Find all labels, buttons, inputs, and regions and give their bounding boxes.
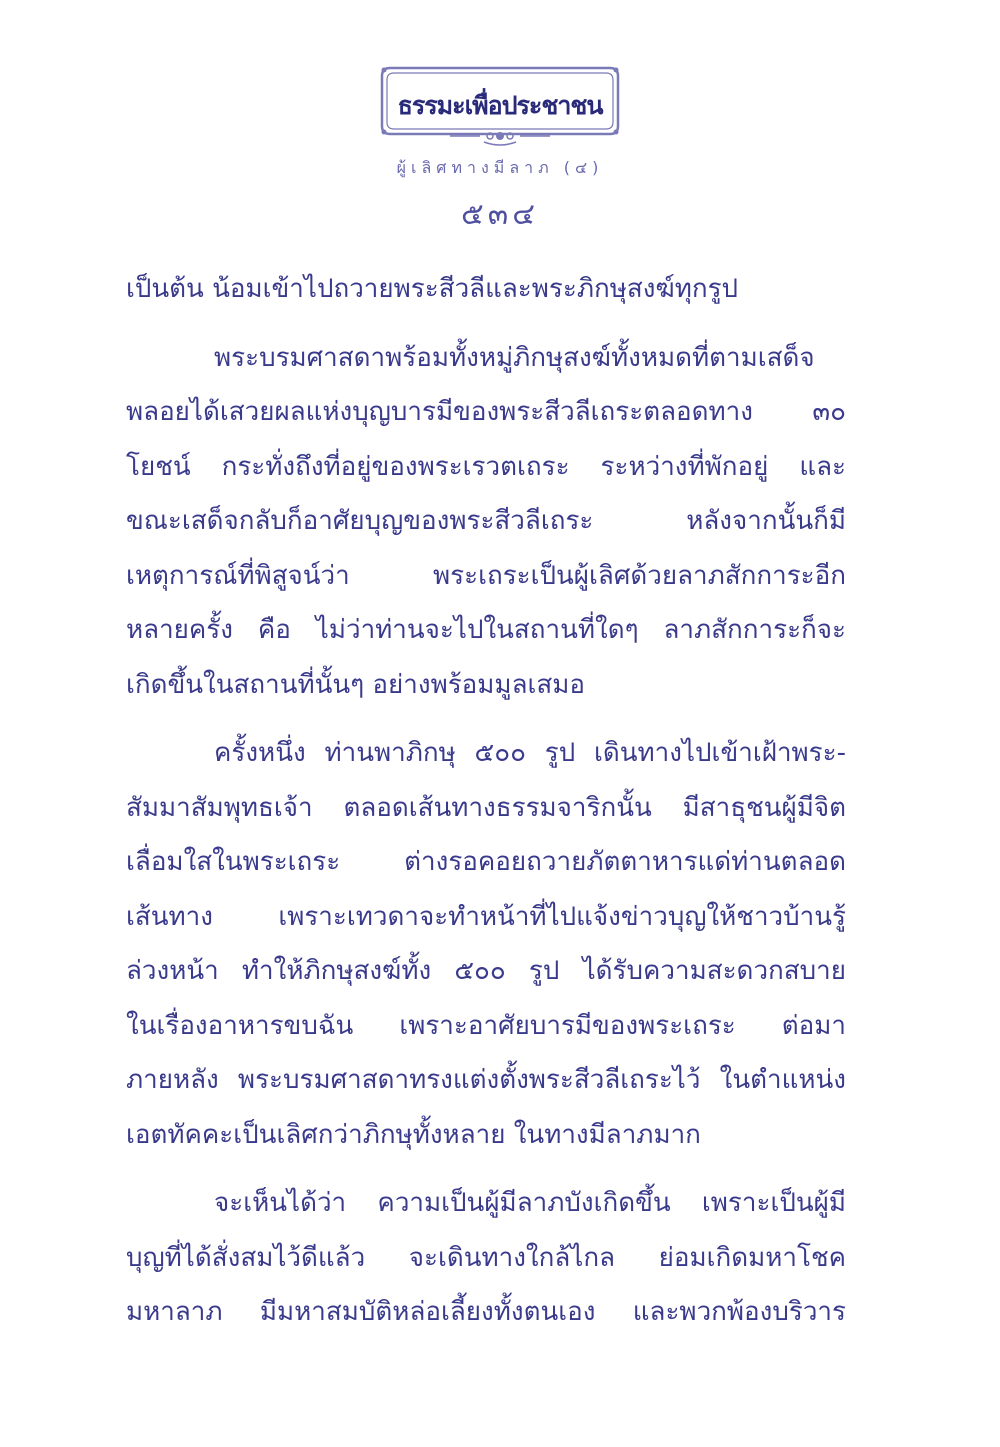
- text-line: ภายหลัง พระบรมศาสดาทรงแต่งตั้งพระสีวลีเถระไว้ ในตำแหน่ง: [126, 1065, 846, 1095]
- running-head: ผู้เลิศทางมีลาภ (๔): [396, 158, 604, 177]
- logo-text: ธรรมะเพื่อประชาชน: [397, 91, 603, 120]
- paragraph: [126, 331, 846, 713]
- page-header: [0, 66, 1000, 238]
- paragraph: [126, 1176, 846, 1340]
- text-line: เส้นทาง เพราะเทวดาจะทำหน้าที่ไปแจ้งข่าวบุญให้ชาวบ้านรู้: [126, 901, 846, 932]
- text-line: เลื่อมใสในพระเถระ ต่างรอคอยถวายภัตตาหารแด่ท่านตลอด: [126, 847, 846, 877]
- paragraph: [126, 726, 846, 1162]
- text-line: สัมมาสัมพุทธเจ้า ตลอดเส้นทางธรรมจาริกนั้น มีสาธุชนผู้มีจิต: [126, 792, 846, 823]
- text-line: ล่วงหน้า ทำให้ภิกษุสงฆ์ทั้ง ๕๐๐ รูป ได้รับความสะดวกสบาย: [126, 956, 846, 986]
- series-logo: [380, 66, 620, 148]
- text-line: พระบรมศาสดาพร้อมทั้งหมู่ภิกษุสงฆ์ทั้งหมดที่ตามเสด็จ: [214, 342, 815, 373]
- text-line: จะเห็นได้ว่า ความเป็นผู้มีลาภบังเกิดขึ้น เพราะเป็นผู้มี: [214, 1188, 846, 1218]
- text-line: เป็นต้น น้อมเข้าไปถวายพระสีวลีและพระภิกษุสงฆ์ทุกรูป: [126, 274, 739, 304]
- text-line: บุญที่ได้สั่งสมไว้ดีแล้ว จะเดินทางใกล้ไกล ย่อมเกิดมหาโชค: [126, 1242, 846, 1273]
- paragraph: [126, 262, 846, 317]
- text-line: ครั้งหนึ่ง ท่านพาภิกษุ ๕๐๐ รูป เดินทางไปเข้าเฝ้าพระ-: [214, 738, 846, 768]
- text-line: ขณะเสด็จกลับก็อาศัยบุญของพระสีวลีเถระ หลังจากนั้นก็มี: [126, 506, 846, 536]
- body-text: [126, 262, 846, 1340]
- text-line: ในเรื่องอาหารขบฉัน เพราะอาศัยบารมีของพระเถระ ต่อมา: [126, 1010, 846, 1041]
- text-line: โยชน์ กระทั่งถึงที่อยู่ของพระเรวตเถระ ระหว่างที่พักอยู่ และ: [126, 451, 846, 482]
- text-line: เกิดขึ้นในสถานที่นั้นๆ อย่างพร้อมมูลเสมอ: [126, 669, 586, 700]
- text-line: พลอยได้เสวยผลแห่งบุญบารมีของพระสีวลีเถระตลอดทาง ๓๐: [126, 397, 846, 427]
- text-line: มหาลาภ มีมหาสมบัติหล่อเลี้ยงทั้งตนเอง และพวกพ้องบริวาร: [126, 1297, 846, 1327]
- text-line: เอตทัคคะเป็นเลิศกว่าภิกษุทั้งหลาย ในทางมีลาภมาก: [126, 1119, 701, 1150]
- page-number: ๕๓๔: [461, 197, 539, 232]
- text-line: เหตุการณ์ที่พิสูจน์ว่า พระเถระเป็นผู้เลิศด้วยลาภสักการะอีก: [126, 560, 846, 591]
- text-line: หลายครั้ง คือ ไม่ว่าท่านจะไปในสถานที่ใดๆ ลาภสักการะก็จะ: [126, 615, 846, 645]
